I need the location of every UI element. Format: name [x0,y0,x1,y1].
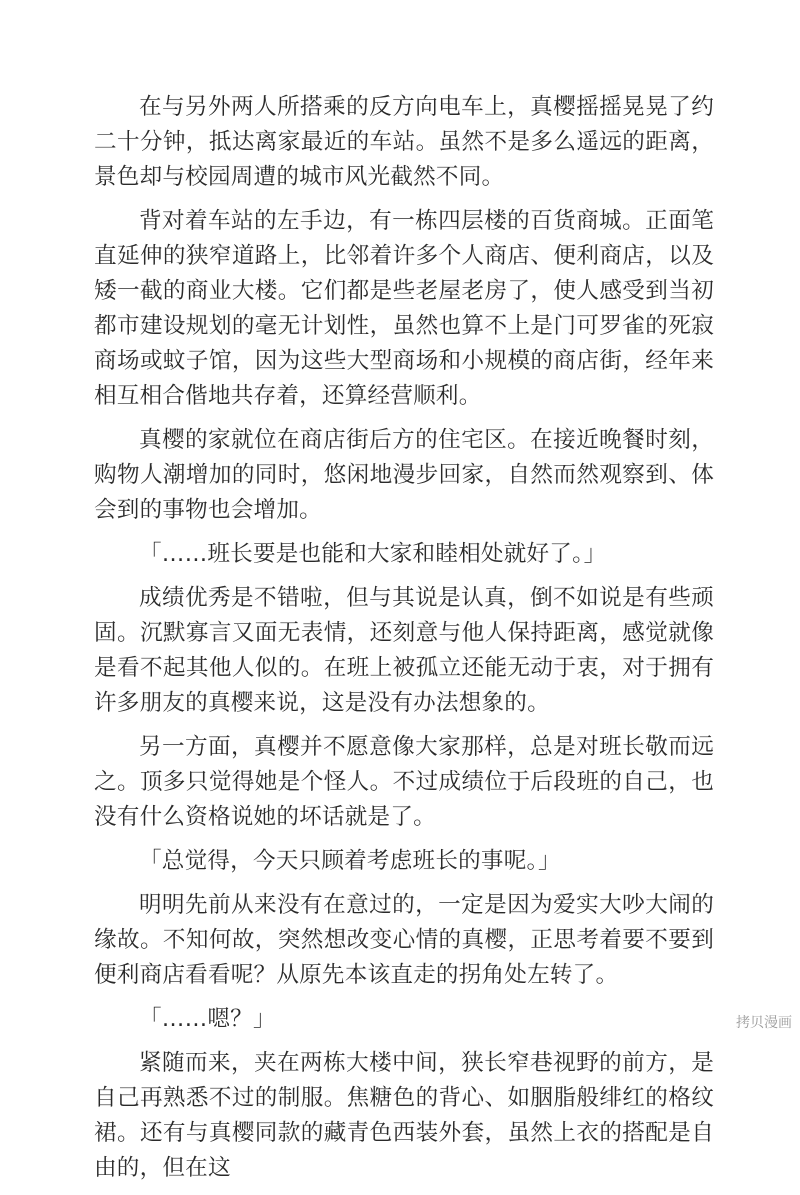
paragraph-4: 成绩优秀是不错啦，但与其说是认真，倒不如说是有些顽固。沉默寡言又面无表情，还刻意与他人保持距离，感觉就像是看不起其他人似的。在班上被孤立还能无动于衷，对于拥有许多朋友的真樱来说，这是没有办法想象的。 [94,585,714,716]
dialogue-line-3: 「……嗯？」 [139,1006,276,1032]
paragraph-2: 背对着车站的左手边，有一栋四层楼的百货商城。正面笔直延伸的狭窄道路上，比邻着许多个人商店、便利商店，以及矮一截的商业大楼。它们都是些老屋老房了，使人感受到当初都市建设规划的毫无计划性，虽然也算不上是门可罗雀的死寂商场或蚊子馆，因为这些大型商场和小规模的商店街，经年来相互相合偕地共存着，还算经营顺利。 [94,208,714,409]
novel-page [94,90,714,1195]
dialogue-line-2: 「总觉得，今天只顾着考虑班长的事呢。」 [139,848,561,874]
paragraph-1: 在与另外两人所搭乘的反方向电车上，真樱摇摇晃晃了约二十分钟，抵达离家最近的车站。虽然不是多么遥远的距离，景色却与校园周遭的城市风光截然不同。 [94,94,714,190]
dialogue-line-1: 「……班长要是也能和大家和睦相处就好了。」 [139,541,607,567]
paragraph-6: 明明先前从来没有在意过的，一定是因为爱实大吵大闹的缘故。不知何故，突然想改变心情的真樱，正思考着要不要到便利商店看看呢？从原先本该直走的拐角处左转了。 [94,892,714,988]
paragraph-7: 紧随而来，夹在两栋大楼中间，狭长窄巷视野的前方，是自己再熟悉不过的制服。焦糖色的背心、如胭脂般绯红的格纹裙。还有与真樱同款的藏青色西装外套，虽然上衣的搭配是自由的，但在这 [94,1050,714,1181]
paragraph-3: 真樱的家就位在商店街后方的住宅区。在接近晚餐时刻，购物人潮增加的同时，悠闲地漫步回家，自然而然观察到、体会到的事物也会增加。 [94,427,714,523]
watermark-text: 拷贝漫画 [736,1015,792,1031]
paragraph-5: 另一方面，真樱并不愿意像大家那样，总是对班长敬而远之。顶多只觉得她是个怪人。不过成绩位于后段班的自己，也没有什么资格说她的坏话就是了。 [94,734,714,830]
